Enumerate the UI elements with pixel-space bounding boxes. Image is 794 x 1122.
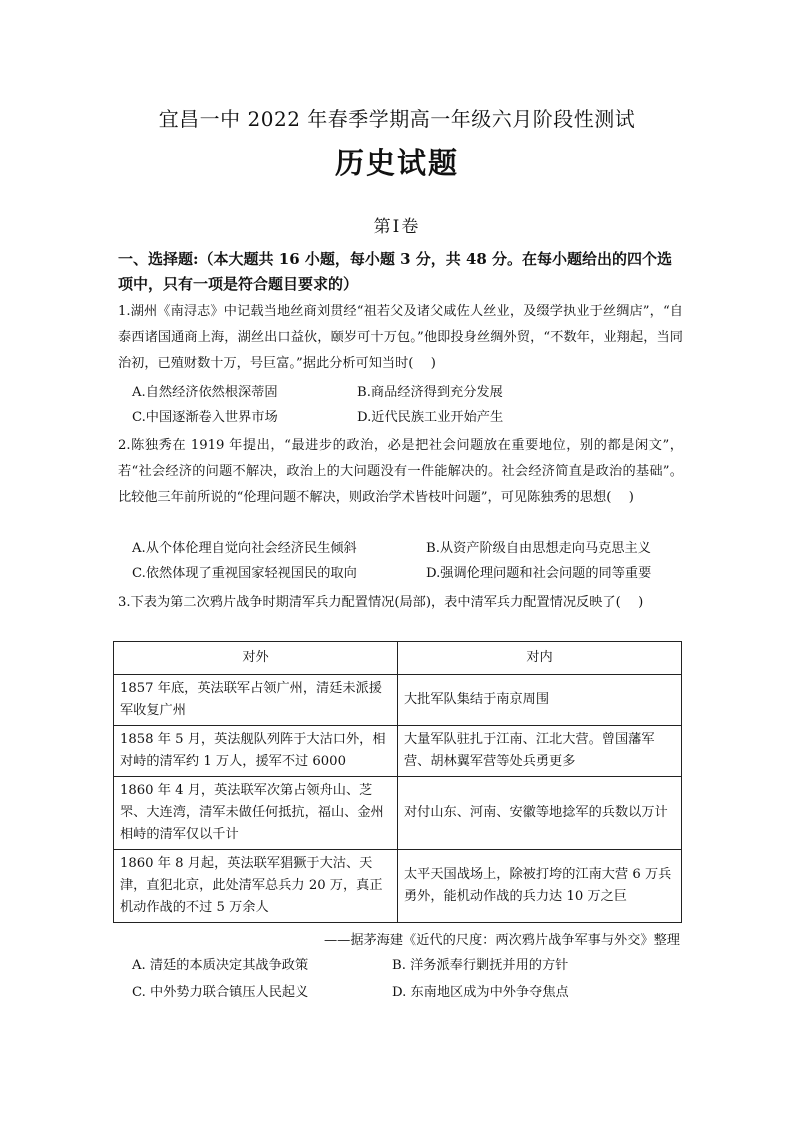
table-cell: 太平天国战场上，除被打垮的江南大营 6 万兵勇外，能机动作战的兵力达 10 万之巨 [398, 850, 682, 923]
question-3-option-d: D. 东南地区成为中外争夺焦点 [392, 985, 569, 1000]
question-1-option-c: C.中国逐渐卷入世界市场 [132, 410, 278, 425]
question-2-option-a: A.从个体伦理自觉向社会经济民生倾斜 [132, 541, 357, 556]
table-cell: 1860 年 8 月起，英法联军猖獗于大沽、天津，直犯北京，此处清军总兵力 20 万，真正机动作战的不过 5 万余人 [114, 850, 398, 923]
question-2-option-b: B.从资产阶级自由思想走向马克思主义 [426, 541, 651, 556]
troop-deployment-table [113, 641, 682, 923]
table-cell: 1858 年 5 月，英法舰队列阵于大沽口外，相对峙的清军约 1 万人，援军不过 6000 [114, 726, 398, 777]
question-1-stem: 1.湖州《南浔志》中记载当地丝商刘贯经“祖若父及诸父咸佐人丝业，及缀学执业于丝绸店”，“自泰西诸国通商上海，湖丝出口益伙，颐岁可十万包。”他即投身丝绸外贸，“不数年，业翔起，当同治初，已殖财数十万，号巨富。”据此分析可知当时( ) [118, 304, 683, 371]
table-cell: 大批军队集结于南京周围 [398, 675, 682, 726]
table-cell: 1860 年 4 月，英法联军次第占领舟山、芝罘、大连湾，清军未做任何抵抗，福山、金州相峙的清军仅以千计 [114, 777, 398, 850]
table-cell: 对付山东、河南、安徽等地捻军的兵数以万计 [398, 777, 682, 850]
question-3-option-b: B. 洋务派奉行剿抚并用的方针 [392, 958, 569, 973]
question-3-option-c: C. 中外势力联合镇压人民起义 [132, 985, 309, 1000]
question-1-option-b: B.商品经济得到充分发展 [357, 385, 503, 400]
table-cell: 1857 年底，英法联军占领广州，清廷未派援军收复广州 [114, 675, 398, 726]
question-2-option-c: C.依然体现了重视国家轻视国民的取向 [132, 566, 357, 581]
question-2-stem: 2.陈独秀在 1919 年提出，“最进步的政治，必是把社会问题放在重要地位，别的都是闲文”，若“社会经济的问题不解决，政治上的大问题没有一件能解决的。社会经济简直是政治的基础”。比较他三年前所说的“伦理问题不解决，则政治学术皆枝叶问题”，可见陈独秀的思想( ) [118, 438, 683, 505]
section-heading: 一、选择题:（本大题共 16 小题，每小题 3 分，共 48 分。在每小题给出的四个选项中，只有一项是符合题目要求的） [118, 250, 673, 293]
question-3-option-a: A. 清廷的本质决定其战争政策 [132, 958, 309, 973]
table-header-row [114, 642, 682, 675]
table-header-foreign: 对外 [114, 642, 398, 675]
table-row [114, 850, 682, 923]
table-header-domestic: 对内 [398, 642, 682, 675]
table-row [114, 777, 682, 850]
table-source-citation: ——据茅海建《近代的尺度：两次鸦片战争军事与外交》整理 [323, 933, 680, 948]
question-2-option-d: D.强调伦理问题和社会问题的同等重要 [426, 566, 652, 581]
question-1-option-a: A.自然经济依然根深蒂固 [132, 385, 278, 400]
exam-title: 宜昌一中 2022 年春季学期高一年级六月阶段性测试 [158, 107, 636, 131]
question-3-stem: 3.下表为第二次鸦片战争时期清军兵力配置情况(局部)，表中清军兵力配置情况反映了( ) [118, 595, 644, 610]
question-1-option-d: D.近代民族工业开始产生 [357, 410, 504, 425]
table-row [114, 726, 682, 777]
subject-title: 历史试题 [334, 146, 459, 180]
table-row [114, 675, 682, 726]
volume-label: 第Ⅰ卷 [373, 217, 421, 237]
table-cell: 大量军队驻扎于江南、江北大营。曾国藩军营、胡林翼军营等处兵勇更多 [398, 726, 682, 777]
